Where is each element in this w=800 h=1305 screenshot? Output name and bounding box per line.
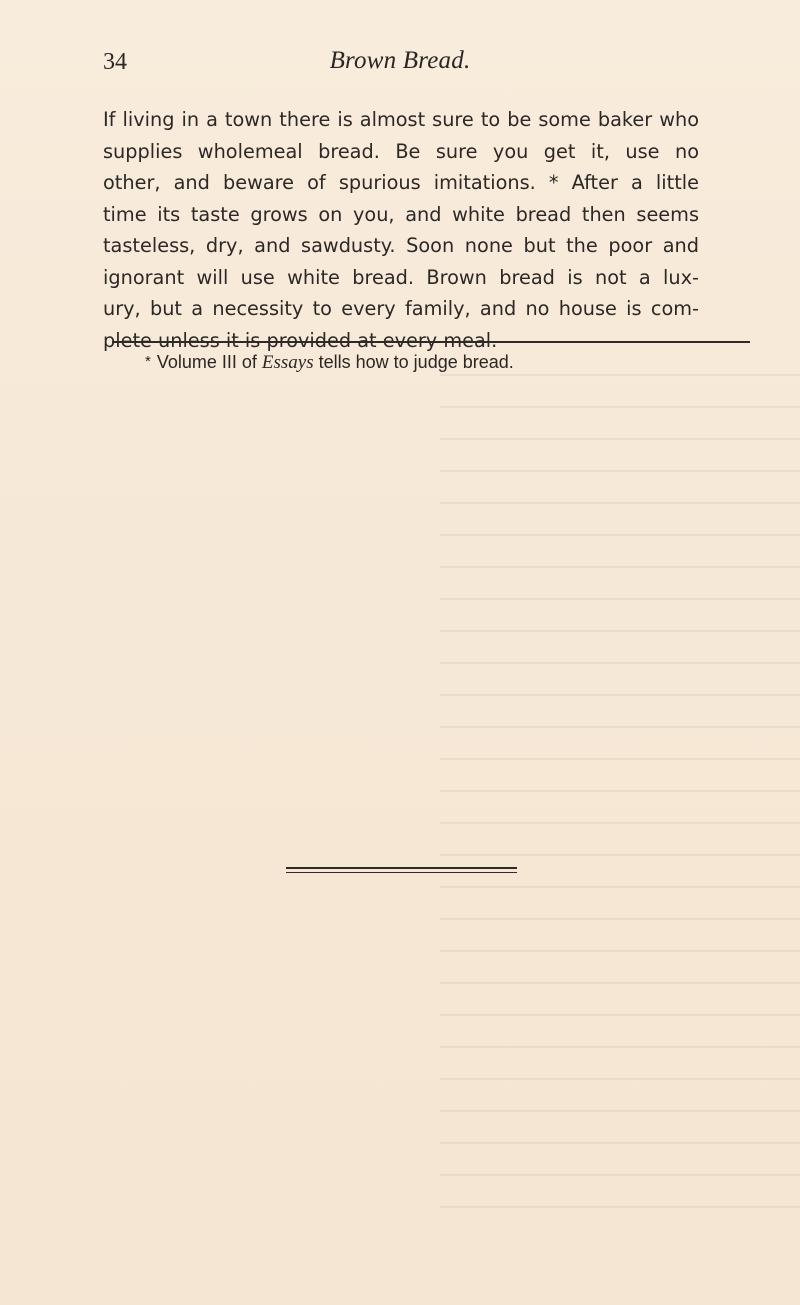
body-paragraph	[103, 104, 699, 356]
body-line: tasteless, dry, and sawdusty. Soon none but the poor and	[103, 234, 699, 257]
body-line: ury, but a necessity to every family, and no house is com-	[103, 297, 699, 320]
end-rule-thick	[286, 867, 517, 869]
body-line: ignorant will use white bread. Brown bread is not a lux-	[103, 265, 699, 289]
running-title: Brown Bread.	[329, 47, 471, 74]
footnote-text-after: tells how to judge bread.	[313, 352, 514, 372]
show-through-texture	[440, 356, 800, 1216]
body-line: supplies wholemeal bread. Be sure you get it, use no	[103, 139, 699, 163]
body-line: If living in a town there is almost sure to be some baker who	[103, 108, 699, 131]
footnote-italic-title: Essays	[261, 352, 314, 373]
body-line: plete unless it is provided at every meal.	[103, 328, 498, 352]
body-line: time its taste grows on you, and white bread then seems	[103, 202, 699, 226]
end-rule-thin	[286, 872, 517, 873]
footnote	[145, 349, 745, 376]
footnote-marker: *	[145, 353, 151, 370]
footnote-text-before: Volume III of	[156, 352, 262, 372]
page-number: 34	[103, 49, 127, 75]
page-header	[0, 44, 800, 84]
body-line: other, and beware of spurious imitations. * After a little	[103, 171, 699, 194]
footnote-divider	[112, 341, 750, 343]
